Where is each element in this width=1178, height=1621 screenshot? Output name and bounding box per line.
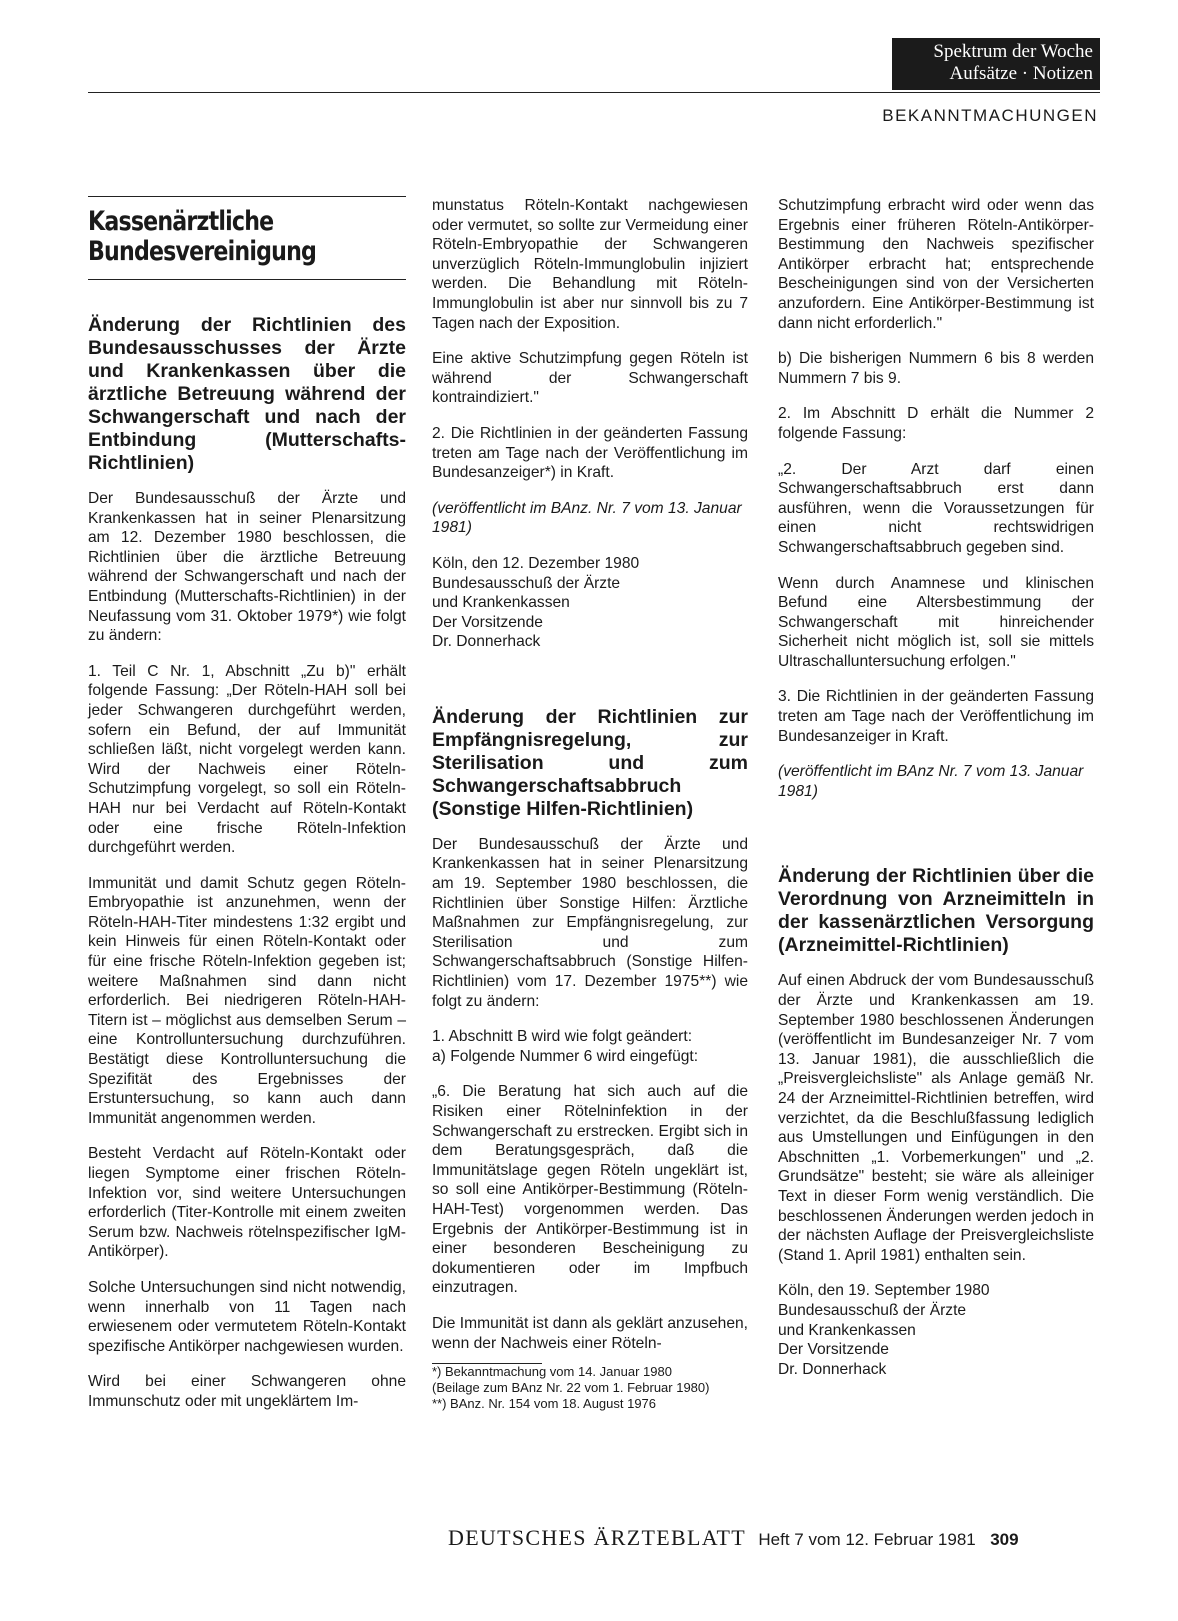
signature-line: und Krankenkassen bbox=[432, 594, 570, 612]
org-rule-bottom bbox=[88, 279, 406, 280]
article-2-paragraph: „2. Der Arzt darf einen Schwangerschaftsabbruch erst dann ausführen, wenn die Voraussetzungen für einen nicht rechtswidrigen Schwangerschaftsabbruch gegeben sind. bbox=[778, 460, 1094, 556]
publication-note: (veröffentlicht im BAnz. Nr. 7 vom 13. Januar 1981) bbox=[432, 499, 742, 537]
signature-line: Dr. Donnerhack bbox=[432, 633, 541, 651]
signature-line: Bundesausschuß der Ärzte bbox=[778, 1301, 967, 1319]
signature-line: Der Vorsitzende bbox=[778, 1341, 889, 1359]
section-label-line1: Spektrum der Woche bbox=[933, 41, 1093, 62]
article-2-paragraph: Der Bundesausschuß der Ärzte und Krankenkassen hat in seiner Plenarsitzung am 19. September 1980 beschlossen, die Richtlinien über Sonstige Hilfen: Ärztliche Maßnahmen zur Empfängnisregelung, zur Sterilisation und zum Schwangerschaftsabbruch (Sonstige Hilfen-Richtlinien) vom 17. Dezember 1975**) wie folgt zu ändern: bbox=[432, 835, 748, 1010]
issue-info: Heft 7 vom 12. Februar 1981 bbox=[758, 1530, 976, 1549]
signature-block bbox=[778, 1281, 1094, 1379]
column-2 bbox=[432, 196, 748, 1412]
signature-line: Köln, den 12. Dezember 1980 bbox=[432, 554, 640, 572]
signature-line: und Krankenkassen bbox=[778, 1321, 916, 1339]
signature-line: Dr. Donnerhack bbox=[778, 1360, 887, 1378]
article-2-paragraph bbox=[432, 1027, 748, 1066]
org-title-line2: Bundesvereinigung bbox=[88, 236, 317, 267]
org-title bbox=[88, 207, 349, 267]
org-title-line1: Kassenärztliche bbox=[88, 206, 274, 237]
footnote: (Beilage zum BAnz Nr. 22 vom 1. Februar 1980) bbox=[432, 1380, 710, 1396]
signature-line: Bundesausschuß der Ärzte bbox=[432, 574, 621, 592]
section-label-line2: Aufsätze · Notizen bbox=[949, 63, 1093, 84]
article-2-paragraph: Schutzimpfung erbracht wird oder wenn das Ergebnis einer früheren Röteln-Antikörper-Bestimmung den Nachweis spezifischer Antikörper erbracht hat; entsprechende Bescheinigungen sind von der Versicherten anzufordern. Eine Antikörper-Bestimmung ist dann nicht erforderlich." bbox=[778, 197, 1094, 332]
article-1-paragraph: munstatus Röteln-Kontakt nachgewiesen oder vermutet, so sollte zur Vermeidung einer Röteln-Embryopathie der Schwangeren unverzüglich Röteln-Immunglobulin injiziert werden. Die Behandlung mit Röteln-Immunglobulin ist aber nur sinnvoll bis zu 7 Tagen nach der Exposition. bbox=[432, 197, 748, 332]
page-footer bbox=[448, 1525, 1019, 1551]
column-1 bbox=[88, 196, 406, 1428]
article-2-paragraph: Die Immunität ist dann als geklärt anzusehen, wenn der Nachweis einer Röteln- bbox=[432, 1314, 748, 1352]
article-1-paragraph: Der Bundesausschuß der Ärzte und Krankenkassen hat in seiner Plenarsitzung am 12. Dezember 1980 beschlossen, die Richtlinien über die ärztliche Betreuung während der Schwangerschaft und nach der Entbindung (Mutterschafts-Richtlinien) in der Neufassung vom 31. Oktober 1979*) wie folgt zu ändern: bbox=[88, 490, 406, 645]
signature-line: Der Vorsitzende bbox=[432, 613, 543, 631]
amendment-line: 1. Abschnitt B wird wie folgt geändert: bbox=[432, 1028, 693, 1046]
page-number: 309 bbox=[990, 1530, 1019, 1549]
section-heading: BEKANNTMACHUNGEN bbox=[882, 106, 1098, 125]
article-2-title: Änderung der Richtlinien zur Empfängnisregelung, zur Sterilisation und zum Schwangerschaftsabbruch (Sonstige Hilfen-Richtlinien) bbox=[432, 705, 748, 820]
journal-name: DEUTSCHES ÄRZTEBLATT bbox=[448, 1525, 746, 1550]
article-1-paragraph: Solche Untersuchungen sind nicht notwendig, wenn innerhalb von 11 Tagen nach erwiesenem oder vermutetem Röteln-Kontakt spezifische Antikörper nachgewiesen wurden. bbox=[88, 1278, 406, 1355]
section-label-box bbox=[892, 38, 1100, 90]
article-3-title: Änderung der Richtlinien über die Verordnung von Arzneimitteln in der kassenärztlichen Versorgung (Arzneimittel-Richtlinien) bbox=[778, 865, 1094, 957]
article-1-paragraph: Wird bei einer Schwangeren ohne Immunschutz oder mit ungeklärtem Im- bbox=[88, 1373, 406, 1410]
signature-block bbox=[432, 554, 748, 652]
footnote: *) Bekanntmachung vom 14. Januar 1980 bbox=[432, 1364, 672, 1380]
article-2-paragraph: Wenn durch Anamnese und klinischen Befund eine Altersbestimmung der Schwangerschaft mit hinreichender Sicherheit nicht möglich ist, soll sie mittels Ultraschalluntersuchung erfolgen." bbox=[778, 574, 1094, 670]
article-2-paragraph: b) Die bisherigen Nummern 6 bis 8 werden Nummern 7 bis 9. bbox=[778, 350, 1094, 387]
article-2-paragraph: 2. Im Abschnitt D erhält die Nummer 2 folgende Fassung: bbox=[778, 405, 1094, 442]
article-1-paragraph: 1. Teil C Nr. 1, Abschnitt „Zu b)" erhält folgende Fassung: „Der Röteln-HAH soll bei jeder Schwangeren durchgeführt werden, sofern ein Befund, der auf Immunität schließen läßt, nicht vorgelegt werden kann. Wird der Nachweis einer Röteln-Schutzimpfung vorgelegt, so soll ein Röteln-HAH nur bei Verdacht auf Röteln-Kontakt oder eine frische Röteln-Infektion durchgeführt werden. bbox=[88, 662, 406, 857]
header-rule bbox=[88, 92, 1100, 93]
article-1-paragraph: Eine aktive Schutzimpfung gegen Röteln ist während der Schwangerschaft kontraindiziert." bbox=[432, 350, 748, 407]
footnote: **) BAnz. Nr. 154 vom 18. August 1976 bbox=[432, 1396, 657, 1412]
article-1-paragraph: 2. Die Richtlinien in der geänderten Fassung treten am Tage nach der Veröffentlichung im Bundesanzeiger*) in Kraft. bbox=[432, 424, 748, 482]
signature-line: Köln, den 19. September 1980 bbox=[778, 1282, 990, 1300]
org-rule-top bbox=[88, 196, 406, 197]
article-2-paragraph: 3. Die Richtlinien in der geänderten Fassung treten am Tage nach der Veröffentlichung im Bundesanzeiger in Kraft. bbox=[778, 688, 1094, 745]
article-2-paragraph: „6. Die Beratung hat sich auch auf die Risiken einer Rötelninfektion in der Schwangerschaft zu erstrecken. Ergibt sich in dem Beratungsgespräch, daß die Immunitätslage gegen Röteln ungeklärt ist, so soll eine Antikörper-Bestimmung (Röteln-HAH-Test) vorgenommen werden. Das Ergebnis der Antikörper-Bestimmung ist in einer besonderen Bescheinigung zu dokumentieren oder im Impfbuch einzutragen. bbox=[432, 1083, 748, 1297]
article-1-paragraph: Immunität und damit Schutz gegen Röteln-Embryopathie ist anzunehmen, wenn der Röteln-HAH-Titer mindestens 1:32 ergibt und kein Hinweis für einen Röteln-Kontakt oder für eine frische Röteln-Infektion gegeben ist; weitere Maßnahmen sind dann nicht erforderlich. Bei niedrigeren Röteln-HAH-Titern ist – möglichst aus demselben Serum – eine Kontrolluntersuchung durchzuführen. Bestätigt diese Kontrolluntersuchung die Spezifität des Ergebnisses der Erstuntersuchung, so kann auch dann Immunität angenommen werden. bbox=[88, 874, 406, 1127]
article-3-paragraph: Auf einen Abdruck der vom Bundesausschuß der Ärzte und Krankenkassen am 19. September 1980 beschlossenen Änderungen (veröffentlicht im Bundesanzeiger Nr. 7 vom 13. Januar 1981), die ausschließlich die „Preisvergleichsliste" als Anlage gemäß Nr. 24 der Arzneimittel-Richtlinien betreffen, wird verzichtet, da die Beschlußfassung lediglich aus Umstellungen und Einfügungen in den Abschnitten „1. Vorbemerkungen" und „2. Grundsätze" besteht; sie wäre als alleiniger Text in dieser Form wenig verständlich. Die beschlossenen Änderungen werden jedoch in der nächsten Auflage der Preisvergleichsliste (Stand 1. April 1981) enthalten sein. bbox=[778, 972, 1094, 1264]
amendment-line: a) Folgende Nummer 6 wird eingefügt: bbox=[432, 1047, 699, 1065]
publication-note: (veröffentlicht im BAnz Nr. 7 vom 13. Januar 1981) bbox=[778, 763, 1084, 800]
article-1-title: Änderung der Richtlinien des Bundesausschusses der Ärzte und Krankenkassen über die ärztliche Betreuung während der Schwangerschaft und nach der Entbindung (Mutterschafts-Richtlinien) bbox=[88, 314, 406, 474]
column-3 bbox=[778, 196, 1094, 1395]
article-1-paragraph: Besteht Verdacht auf Röteln-Kontakt oder liegen Symptome einer frischen Röteln-Infektion vor, sind weitere Untersuchungen erforderlich (Titer-Kontrolle mit einem zweiten Serum bzw. Nachweis rötelnspezifischer IgM-Antikörper). bbox=[88, 1145, 406, 1261]
